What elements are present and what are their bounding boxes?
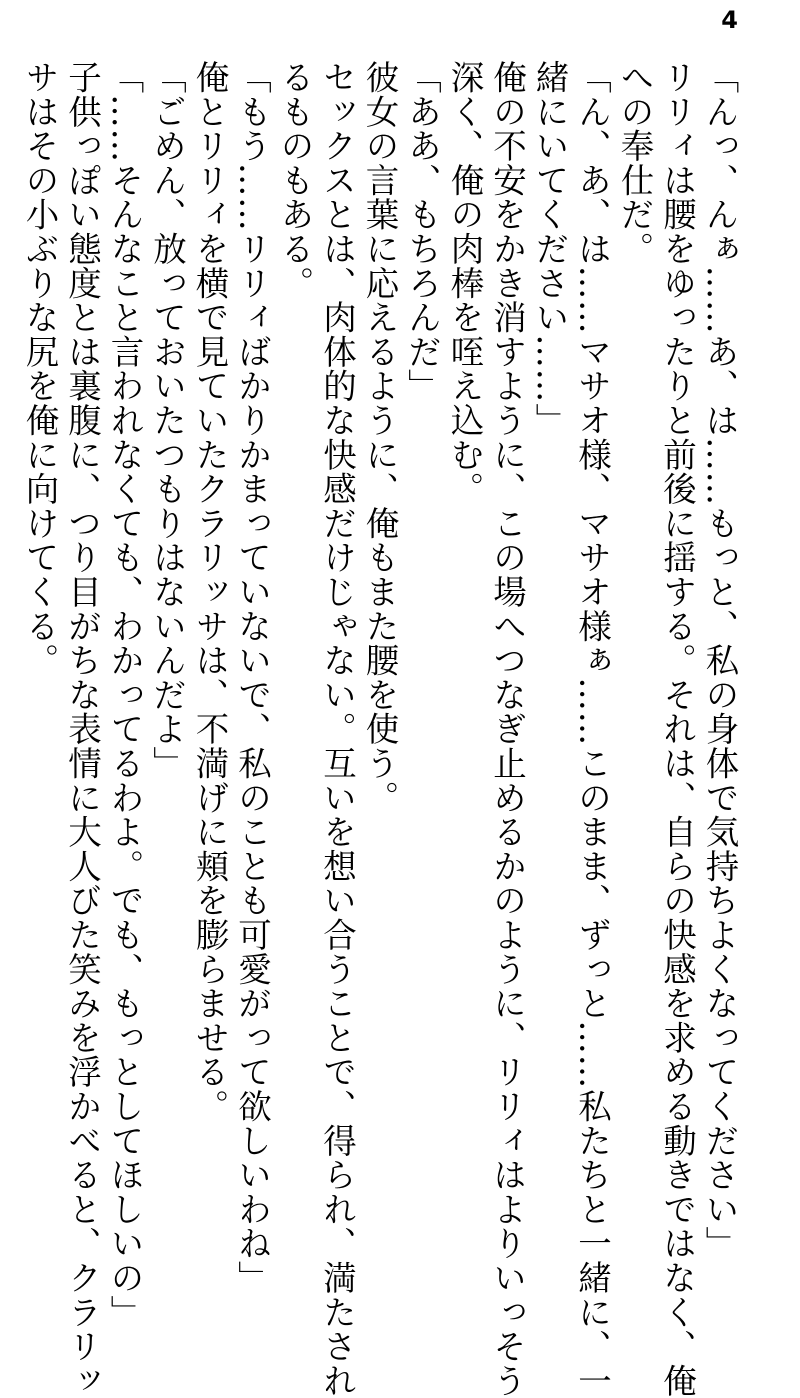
page-number: 4 xyxy=(721,6,738,34)
text-line: 「ん、あ、は……マサオ様、マサオ様ぁ……このまま、ずっと……私たちと一緒に、一 xyxy=(572,60,612,1398)
text-line: 子供っぽい態度とは裏腹に、つり目がちな表情に大人びた笑みを浮かべると、クラリッ xyxy=(62,60,102,1398)
text-line: サはその小ぶりな尻を俺に向けてくる。 xyxy=(20,60,59,678)
text-line: 緒にいてください……」 xyxy=(530,60,569,438)
text-line: 「もう……リリィばかりかまっていないで、私のことも可愛がって欲しいわね」 xyxy=(232,60,272,1295)
text-line: 彼女の言葉に応えるように、俺もまた腰を使う。 xyxy=(360,60,399,815)
text-line: 「ああ、もちろんだ」 xyxy=(402,60,442,403)
text-line: 「んっ、んぁ……あ、は……もっと、私の身体で気持ちよくなってください」 xyxy=(700,60,739,1261)
text-line: リリィは腰をゆったりと前後に揺する。それは、自らの快感を求める動きではなく、俺 xyxy=(657,60,697,1398)
text-line: セックスとは、肉体的な快感だけじゃない。互いを想い合うことで、得られ、満たされ xyxy=(317,60,357,1398)
text-line: 「……そんなこと言われなくても、わかってるわよ。でも、もっとしてほしいの」 xyxy=(105,60,144,1330)
text-line: 「ごめん、放っておいたつもりはないんだよ」 xyxy=(147,60,187,781)
text-line: るものもある。 xyxy=(275,60,314,301)
body-text xyxy=(20,60,740,1398)
text-line: への奉仕だ。 xyxy=(615,60,654,266)
text-line: 俺の不安をかき消すように、この場へつなぎ止めるかのように、リリィはよりいっそう xyxy=(487,60,527,1398)
text-line: 俺とリリィを横で見ていたクラリッサは、不満げに頬を膨らませる。 xyxy=(190,60,229,1124)
text-line: 深く、俺の肉棒を咥え込む。 xyxy=(445,60,484,506)
